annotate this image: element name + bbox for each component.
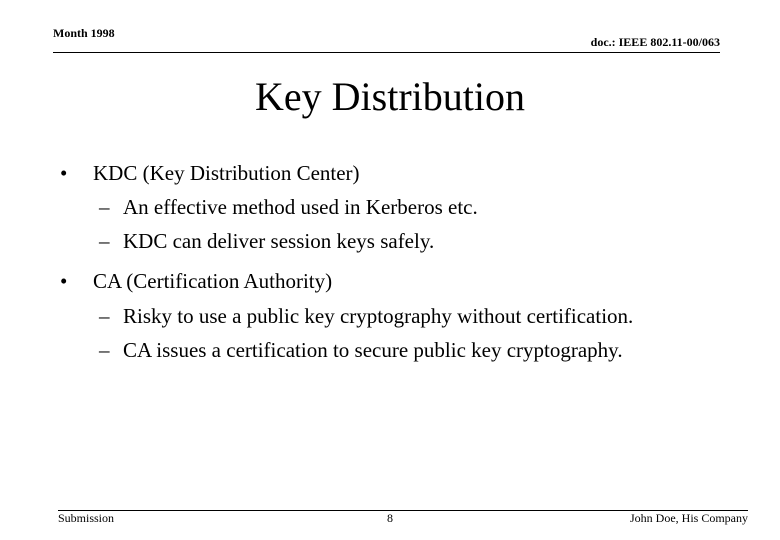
dash-glyph: – (99, 229, 110, 253)
subitem-text: KDC can deliver session keys safely. (123, 229, 435, 253)
footer-author: John Doe, His Company (630, 511, 748, 525)
dash-glyph: – (99, 304, 110, 328)
bullet-glyph: • (60, 269, 68, 293)
slide-title: Key Distribution (255, 74, 525, 119)
subitem-text: Risky to use a public key cryptography without certification. (123, 304, 634, 328)
footer-page-number: 8 (387, 511, 393, 525)
header-doc-id: doc.: IEEE 802.11-00/063 (590, 35, 720, 49)
dash-glyph: – (99, 195, 110, 219)
subitem-text: An effective method used in Kerberos etc. (123, 195, 478, 219)
bullet-text: KDC (Key Distribution Center) (93, 161, 360, 185)
footer-submission: Submission (58, 511, 115, 525)
dash-glyph: – (99, 338, 110, 362)
bullet-text: CA (Certification Authority) (93, 269, 333, 293)
bullet-glyph: • (60, 161, 68, 185)
header-date: Month 1998 (53, 26, 115, 40)
subitem-text: CA issues a certification to secure public key cryptography. (123, 338, 623, 362)
